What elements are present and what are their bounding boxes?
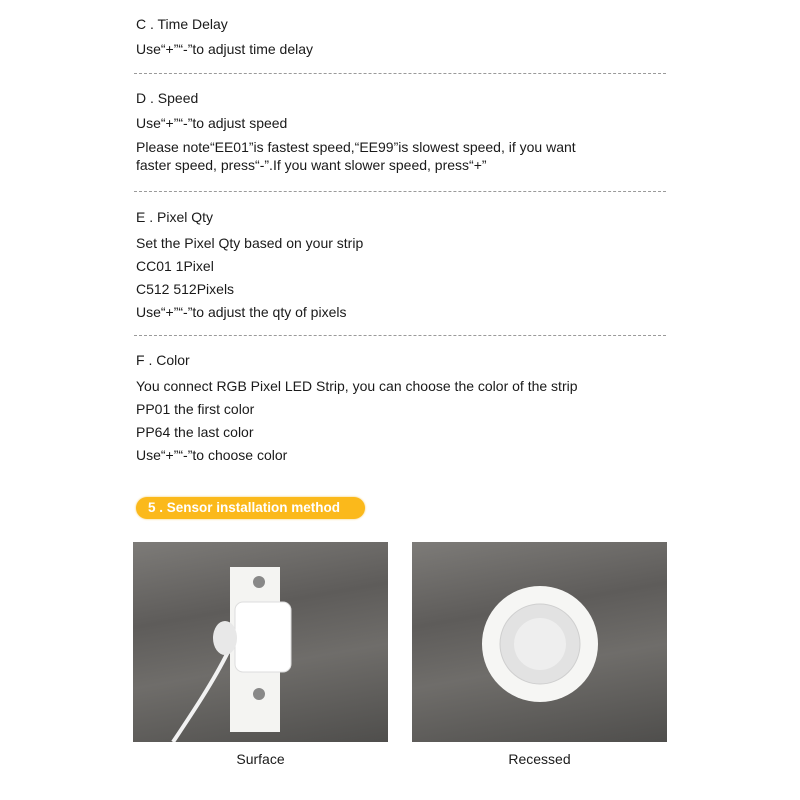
section-banner: 5 . Sensor installation method bbox=[136, 497, 365, 519]
photo-caption: Surface bbox=[236, 751, 285, 767]
recessed-mount-photo bbox=[412, 542, 667, 742]
section-text: PP64 the last color bbox=[136, 424, 254, 440]
divider bbox=[134, 335, 666, 336]
section-text: CC01 1Pixel bbox=[136, 258, 214, 274]
section-text: Please note“EE01”is fastest speed,“EE99”is slowest speed, if you want bbox=[136, 139, 576, 155]
divider bbox=[134, 73, 666, 74]
photo-caption: Recessed bbox=[508, 751, 571, 767]
divider bbox=[134, 191, 666, 192]
section-text: Use“+”“-”to adjust time delay bbox=[136, 41, 314, 57]
section-text: Use“+”“-”to adjust speed bbox=[136, 115, 288, 131]
section-title: D . Speed bbox=[136, 90, 199, 106]
section-text: PP01 the first color bbox=[136, 401, 255, 417]
section-title: F . Color bbox=[136, 352, 190, 368]
section-text: C512 512Pixels bbox=[136, 281, 235, 297]
section-text: faster speed, press“-”.If you want slower speed, press“+” bbox=[136, 157, 487, 173]
section-text: You connect RGB Pixel LED Strip, you can choose the color of the strip bbox=[136, 378, 578, 394]
section-text: Set the Pixel Qty based on your strip bbox=[136, 235, 364, 251]
section-text: Use“+”“-”to choose color bbox=[136, 447, 288, 463]
surface-mount-photo bbox=[133, 542, 388, 742]
section-text: Use“+”“-”to adjust the qty of pixels bbox=[136, 304, 347, 320]
section-title: E . Pixel Qty bbox=[136, 209, 214, 225]
section-title: C . Time Delay bbox=[136, 16, 228, 32]
